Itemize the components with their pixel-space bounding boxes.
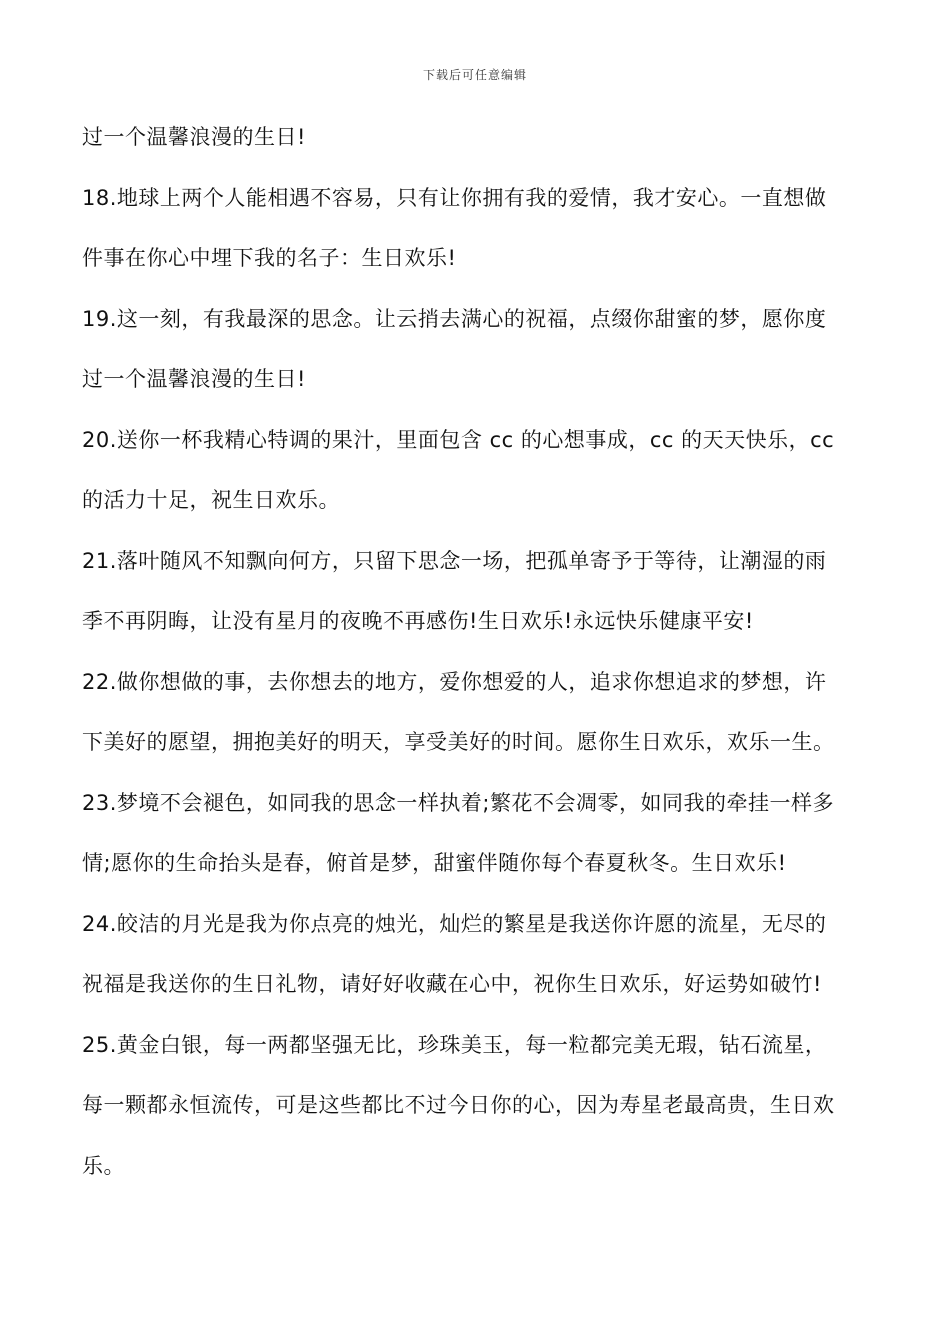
page-header: 下载后可任意编辑 — [422, 68, 527, 82]
body-text — [82, 117, 872, 1206]
text-line: 25.黄金白银，每一两都坚强无比，珍珠美玉，每一粒都完美无瑕，钻石流星， — [82, 1032, 827, 1057]
text-line: 乐。 — [82, 1153, 125, 1178]
text-line: 过一个温馨浪漫的生日! — [82, 125, 306, 149]
text-line: 21.落叶随风不知飘向何方，只留下思念一场，把孤单寄予于等待，让潮湿的雨 — [82, 548, 827, 573]
text-line: 19.这一刻，有我最深的思念。让云捎去满心的祝福，点缀你甜蜜的梦，愿你度 — [82, 306, 827, 331]
text-line: 22.做你想做的事，去你想去的地方，爱你想爱的人，追求你想追求的梦想，许 — [82, 669, 827, 694]
text-line: 的活力十足，祝生日欢乐。 — [82, 488, 340, 512]
text-line: 季不再阴晦，让没有星月的夜晚不再感伤!生日欢乐!永远快乐健康平安! — [82, 609, 754, 633]
text-line: 23.梦境不会褪色，如同我的思念一样执着;繁花不会凋零，如同我的牵挂一样多 — [82, 790, 834, 815]
text-line: 每一颗都永恒流传，可是这些都比不过今日你的心，因为寿星老最高贵，生日欢 — [82, 1093, 835, 1117]
text-line: 20.送你一杯我精心特调的果汁，里面包含 cc 的心想事成，cc 的天天快乐，cc — [82, 427, 835, 452]
text-line: 祝福是我送你的生日礼物，请好好收藏在心中，祝你生日欢乐，好运势如破竹! — [82, 972, 822, 996]
text-line: 18.地球上两个人能相遇不容易，只有让你拥有我的爱情，我才安心。一直想做 — [82, 185, 827, 210]
text-line: 件事在你心中埋下我的名子：生日欢乐! — [82, 246, 457, 270]
text-line: 过一个温馨浪漫的生日! — [82, 367, 306, 391]
text-line: 24.皎洁的月光是我为你点亮的烛光，灿烂的繁星是我送你许愿的流星，无尽的 — [82, 911, 827, 936]
text-line: 情;愿你的生命抬头是春，俯首是梦，甜蜜伴随你每个春夏秋冬。生日欢乐! — [82, 851, 787, 875]
text-line: 下美好的愿望，拥抱美好的明天，享受美好的时间。愿你生日欢乐，欢乐一生。 — [82, 730, 835, 754]
